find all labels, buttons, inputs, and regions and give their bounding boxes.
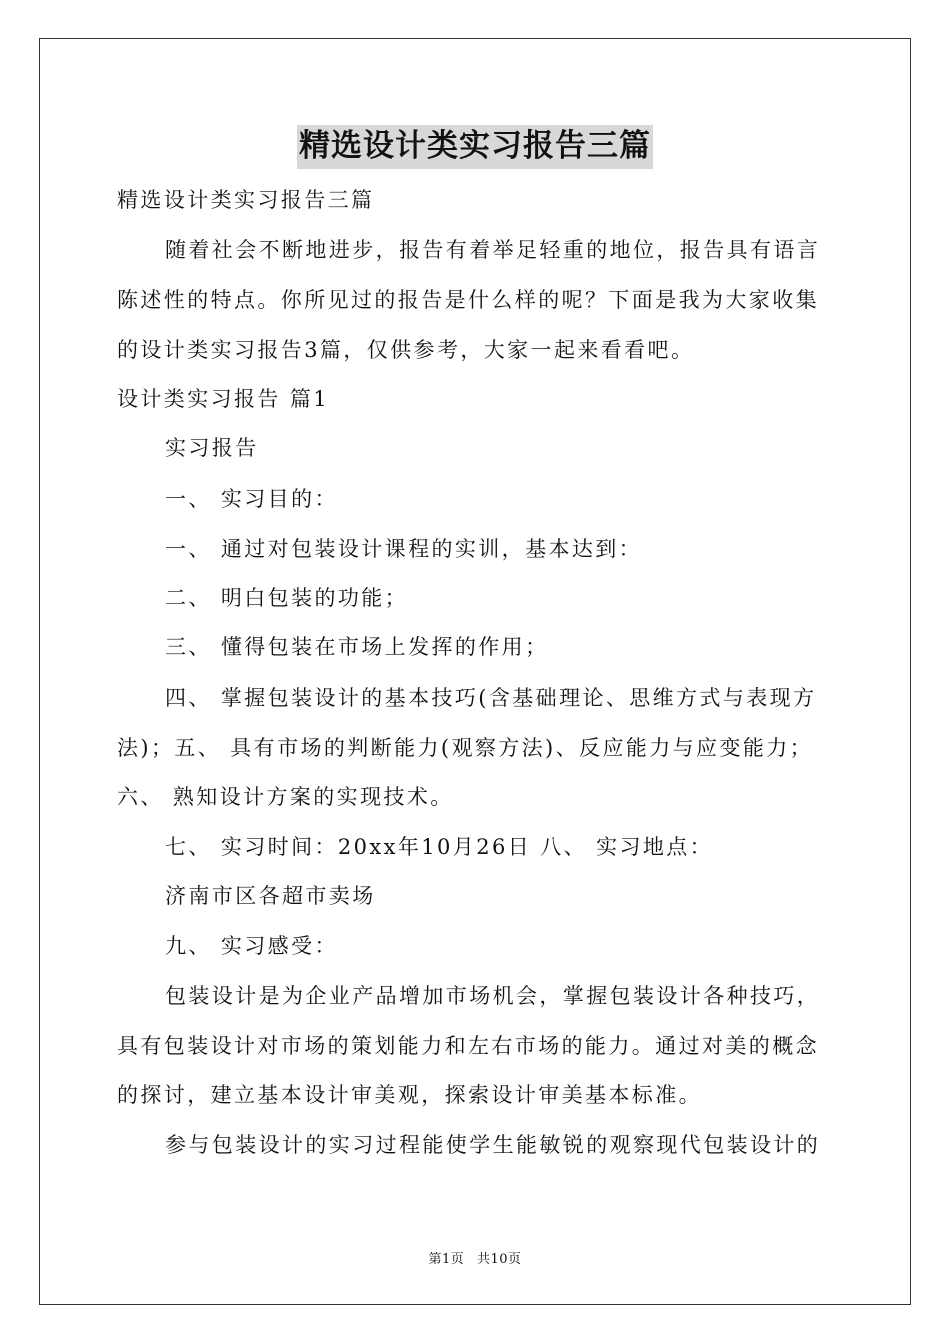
paragraph-line: 六、 熟知设计方案的实现技术。 xyxy=(117,785,454,809)
paragraph-line: 随着社会不断地进步，报告有着举足轻重的地位，报告具有语言 xyxy=(165,238,821,262)
paragraph-line: 的设计类实习报告3篇，仅供参考，大家一起来看看吧。 xyxy=(117,338,695,362)
paragraph-line: 二、 明白包装的功能； xyxy=(165,586,409,610)
page-total: 共10页 xyxy=(476,1252,522,1267)
paragraph-line: 包装设计是为企业产品增加市场机会，掌握包装设计各种技巧， xyxy=(165,984,821,1008)
page-number: 第1页 xyxy=(428,1252,465,1267)
paragraph-line: 一、 实习目的： xyxy=(165,487,338,511)
paragraph-line: 实习报告 xyxy=(165,436,259,460)
paragraph-line: 三、 懂得包装在市场上发挥的作用； xyxy=(165,635,549,659)
paragraph-line: 一、 通过对包装设计课程的实训，基本达到： xyxy=(165,537,643,561)
section-heading: 设计类实习报告 篇1 xyxy=(117,387,330,411)
paragraph-line: 参与包装设计的实习过程能使学生能敏锐的观察现代包装设计的 xyxy=(165,1133,821,1157)
paragraph-line: 四、 掌握包装设计的基本技巧(含基础理论、思维方式与表现方 xyxy=(165,686,817,710)
document-title: 精选设计类实习报告三篇 xyxy=(297,125,653,169)
subtitle-line: 精选设计类实习报告三篇 xyxy=(117,188,375,212)
paragraph-line: 法)；五、 具有市场的判断能力(观察方法)、反应能力与应变能力； xyxy=(117,736,814,760)
paragraph-line: 七、 实习时间：20xx年10月26日 八、 实习地点： xyxy=(165,835,714,859)
page-footer xyxy=(0,1248,950,1267)
paragraph-line: 的探讨，建立基本设计审美观，探索设计审美基本标准。 xyxy=(117,1083,702,1107)
paragraph-line: 具有包装设计对市场的策划能力和左右市场的能力。通过对美的概念 xyxy=(117,1034,819,1058)
paragraph-line: 陈述性的特点。你所见过的报告是什么样的呢？下面是我为大家收集 xyxy=(117,288,819,312)
paragraph-line: 九、 实习感受： xyxy=(165,934,338,958)
title-wrap xyxy=(0,125,950,169)
page-border xyxy=(39,38,911,1305)
paragraph-line: 济南市区各超市卖场 xyxy=(165,884,376,908)
